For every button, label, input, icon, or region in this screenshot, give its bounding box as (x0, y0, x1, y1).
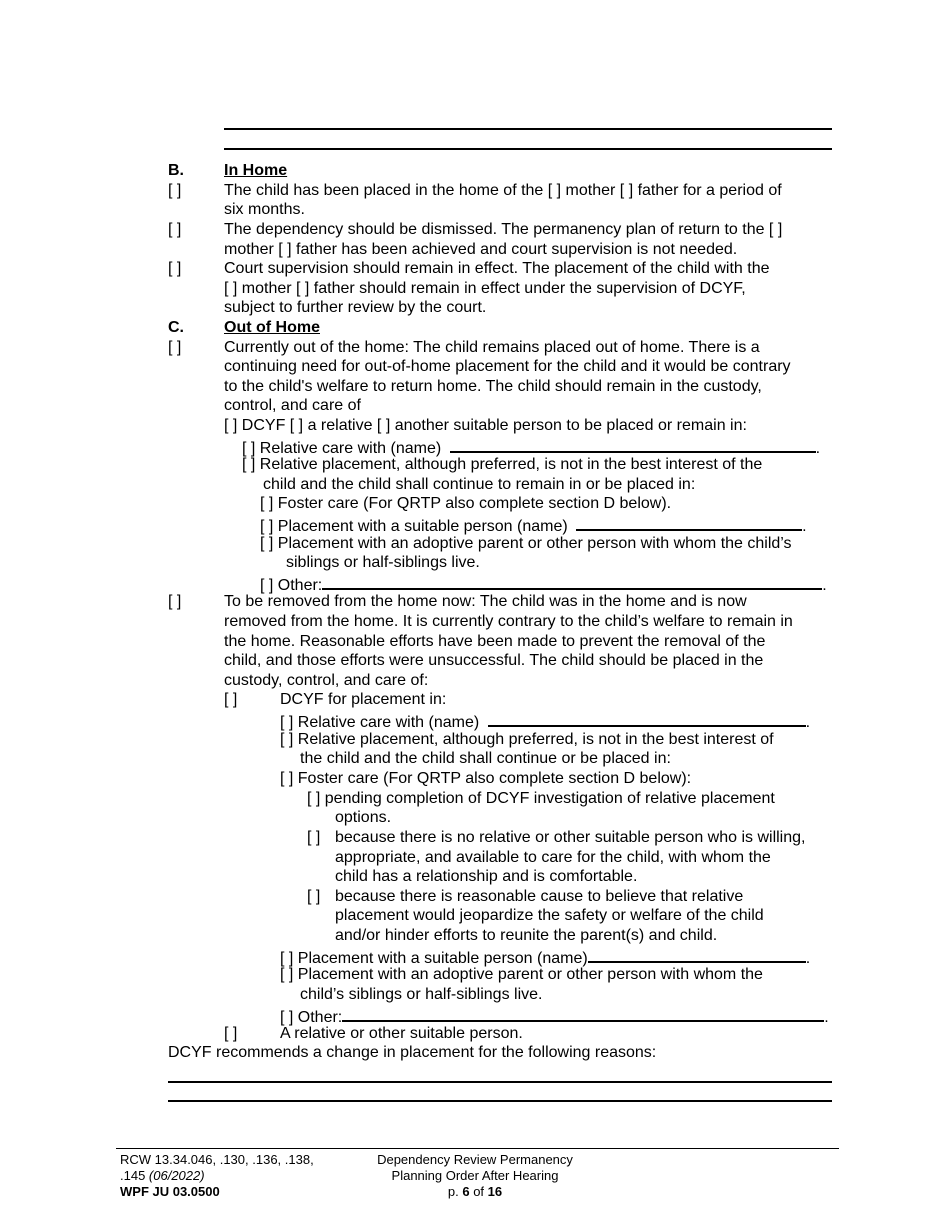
removed-line-4: child, and those efforts were unsuccessful. The child should be placed in the (224, 652, 764, 669)
section-b-item-3-line-2: [ ] mother [ ] father should remain in effect under the supervision of DCYF, (224, 280, 746, 297)
removed-relative-placement-line-2: the child and the child shall continue or be placed in: (300, 750, 671, 767)
removed-adoptive-line-1[interactable]: [ ] Placement with an adoptive parent or other person with whom the (280, 966, 763, 983)
current-line-3: to the child's welfare to return home. The child should remain in the custody, (224, 378, 762, 395)
section-b-item-2-line-2: mother [ ] father has been achieved and court supervision is not needed. (224, 241, 738, 258)
removed-jeopardize-line-3: and/or hinder efforts to reunite the parent(s) and child. (335, 927, 718, 944)
current-custodian-options[interactable]: [ ] DCYF [ ] a relative [ ] another suitable person to be placed or remain in: (224, 417, 747, 434)
checkbox[interactable]: [ ] (307, 888, 321, 905)
reasons-blank-line-1[interactable] (168, 1081, 832, 1083)
section-b-item-3-line-1: Court supervision should remain in effect. The placement of the child with the (224, 260, 770, 277)
current-other: [ ] Other: . (260, 573, 827, 596)
removed-no-relative-line-1: because there is no relative or other suitable person who is willing, (335, 829, 806, 846)
current-other-field[interactable] (322, 573, 822, 590)
section-c-heading: Out of Home (224, 319, 320, 336)
removed-line-5: custody, control, and care of: (224, 672, 429, 689)
removed-relative-care: [ ] Relative care with (name) . (280, 710, 810, 733)
footer-rcw-line-1: RCW 13.34.046, .130, .136, .138, (120, 1152, 314, 1167)
removed-suitable-person: [ ] Placement with a suitable person (name) . (280, 946, 810, 969)
removed-foster-care[interactable]: [ ] Foster care (For QRTP also complete section D below): (280, 770, 692, 787)
footer-rcw-line-2: .145 (06/2022) (120, 1168, 205, 1183)
current-other-label[interactable]: [ ] Other: (260, 577, 323, 594)
section-b-item-2-line-1: The dependency should be dismissed. The permanency plan of return to the [ ] (224, 221, 783, 238)
current-relative-placement-line-2: child and the child shall continue to remain in or be placed in: (263, 476, 696, 493)
reasons-blank-line-2[interactable] (168, 1100, 832, 1102)
removed-line-1: To be removed from the home now: The child was in the home and is now (224, 593, 747, 610)
removed-adoptive-line-2: child’s siblings or half-siblings live. (300, 986, 543, 1003)
current-line-4: control, and care of (224, 397, 361, 414)
removed-jeopardize-line-1: because there is reasonable cause to believe that relative (335, 888, 744, 905)
removed-pending-line-2: options. (335, 809, 392, 826)
footer-rcw (120, 1152, 314, 1200)
checkbox[interactable]: [ ] (307, 829, 321, 846)
current-adoptive-line-2: siblings or half-siblings live. (286, 554, 480, 571)
removed-jeopardize-line-2: placement would jeopardize the safety or welfare of the child (335, 907, 764, 924)
removed-relative-care-label[interactable]: [ ] Relative care with (name) (280, 714, 480, 731)
footer-title (355, 1152, 595, 1200)
removed-no-relative-line-2: appropriate, and available to care for the child, with whom the (335, 849, 771, 866)
section-b-heading: In Home (224, 162, 288, 179)
recommends-text: DCYF recommends a change in placement for the following reasons: (168, 1044, 657, 1061)
section-c-letter: C. (168, 319, 184, 336)
removed-other: [ ] Other: . (280, 1005, 829, 1028)
current-suitable-person-label[interactable]: [ ] Placement with a suitable person (name) (260, 518, 568, 535)
checkbox[interactable]: [ ] (224, 1025, 238, 1042)
removed-line-3: the home. Reasonable efforts have been made to prevent the removal of the (224, 633, 766, 650)
footer-title-line-2: Planning Order After Hearing (391, 1168, 559, 1183)
current-relative-care: [ ] Relative care with (name) . (242, 436, 820, 459)
removed-dcyf-label: DCYF for placement in: (280, 691, 447, 708)
removed-no-relative-line-3: child has a relationship and is comfortable. (335, 868, 638, 885)
current-foster-care[interactable]: [ ] Foster care (For QRTP also complete section D below). (260, 495, 672, 512)
footer-page-number: p. 6 of 16 (447, 1184, 503, 1199)
removed-pending-line-1[interactable]: [ ] pending completion of DCYF investigation of relative placement (307, 790, 775, 807)
section-b-letter: B. (168, 162, 184, 179)
removed-other-label[interactable]: [ ] Other: (280, 1009, 343, 1026)
current-line-2: continuing need for out-of-home placement for the child and it would be contrary (224, 358, 791, 375)
current-adoptive-line-1[interactable]: [ ] Placement with an adoptive parent or other person with whom the child’s (260, 535, 792, 552)
removed-suitable-person-label[interactable]: [ ] Placement with a suitable person (name) (280, 950, 588, 967)
current-relative-care-name-field[interactable] (450, 436, 816, 453)
removed-line-2: removed from the home. It is currently contrary to the child’s welfare to remain in (224, 613, 793, 630)
section-b-item-3-line-3: subject to further review by the court. (224, 299, 487, 316)
section-b-item-1-line-2: six months. (224, 201, 305, 218)
footer-title-line-1: Dependency Review Permanency (377, 1152, 573, 1167)
top-blank-line-1[interactable] (224, 128, 832, 130)
footer-form-id: WPF JU 03.0500 (120, 1184, 220, 1199)
current-relative-care-label[interactable]: [ ] Relative care with (name) (242, 440, 442, 457)
checkbox[interactable]: [ ] (168, 221, 182, 238)
current-suitable-person-name-field[interactable] (576, 514, 802, 531)
removed-relative-placement-line-1[interactable]: [ ] Relative placement, although preferred, is not in the best interest of (280, 731, 774, 748)
removed-other-field[interactable] (342, 1005, 824, 1022)
checkbox[interactable]: [ ] (168, 339, 182, 356)
checkbox[interactable]: [ ] (168, 260, 182, 277)
removed-relative-care-name-field[interactable] (488, 710, 806, 727)
footer-divider (116, 1148, 839, 1149)
footer-revision-date: (06/2022) (148, 1168, 205, 1183)
current-line-1: Currently out of the home: The child remains placed out of home. There is a (224, 339, 760, 356)
current-relative-placement-line-1[interactable]: [ ] Relative placement, although preferred, is not in the best interest of the (242, 456, 763, 473)
checkbox[interactable]: [ ] (168, 593, 182, 610)
removed-suitable-person-name-field[interactable] (588, 946, 806, 963)
top-blank-line-2[interactable] (224, 148, 832, 150)
section-b-item-1-line-1: The child has been placed in the home of the [ ] mother [ ] father for a period of (224, 182, 782, 199)
removed-relative-label: A relative or other suitable person. (280, 1025, 523, 1042)
checkbox[interactable]: [ ] (224, 691, 238, 708)
checkbox[interactable]: [ ] (168, 182, 182, 199)
current-suitable-person: [ ] Placement with a suitable person (name) . (260, 514, 807, 537)
